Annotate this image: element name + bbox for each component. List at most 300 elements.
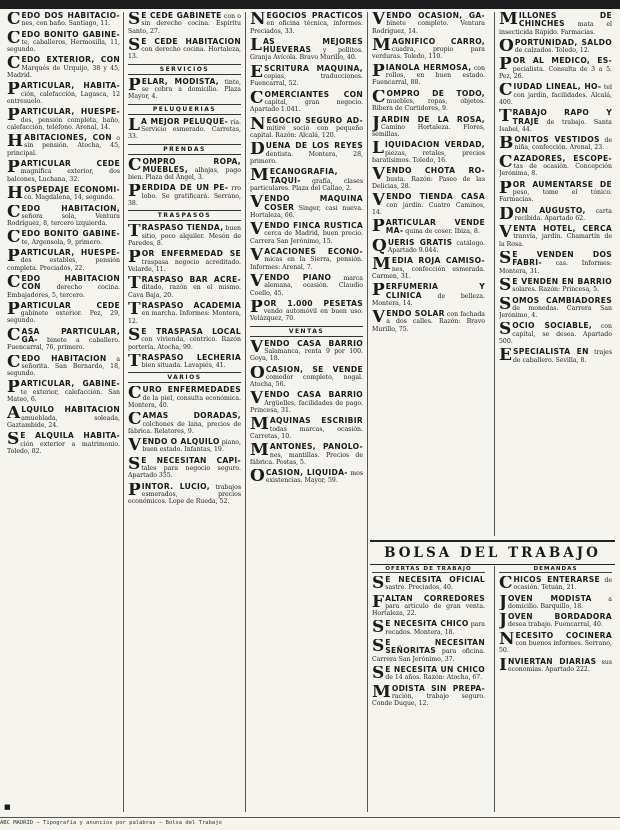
drop-cap: P [7, 108, 20, 126]
ad-lead: ILLONES DE CHINCHES [518, 12, 612, 29]
ad-text: con fachada a dos calles. Razón: Bravo Murillo, 75. [372, 311, 485, 333]
ad-text: des, pensión completa, baño, calefacción, teléfono. Arenal, 14. [7, 116, 120, 131]
ad-text: micas en la Sierra, pensión. Informes: Arenal, 7. [250, 256, 363, 271]
ad-text: cas. Informes: Montera, 31. [499, 260, 612, 275]
classified-ad [372, 219, 485, 236]
ad-text: sastre. Preciados, 40. [385, 584, 453, 592]
ad-lead: ARTICULAR VENDE MA- [385, 219, 485, 236]
drop-cap: S [372, 665, 385, 682]
classified-ad [128, 12, 241, 35]
drop-cap: S [499, 322, 512, 340]
drop-cap: C [499, 576, 513, 592]
drop-cap: N [250, 12, 266, 29]
ad-text: mata el insecticida Rápido. Farmacias. [499, 21, 612, 36]
ad-text: traspasa negocio acreditado. Velarde, 11. [128, 258, 241, 273]
ad-text: para artículo de gran venta. Hortaleza, 22. [372, 602, 485, 618]
classified-ad [7, 56, 120, 79]
classified-ad [128, 184, 241, 207]
drop-cap: C [7, 12, 21, 28]
ad-lead: CASION, LIQUIDA- [265, 469, 348, 478]
classified-ad [372, 666, 485, 682]
ad-text: nes, confección esmerada. Carmen, 31. [372, 265, 485, 280]
classified-ad [250, 274, 363, 297]
classified-ad [499, 12, 612, 36]
ad-text: en marcha. Informes: Montera, 12. [128, 310, 241, 325]
classified-ad [7, 432, 120, 455]
drop-cap: S [499, 296, 512, 314]
ad-lead: IUDAD LINEAL, HO- [513, 83, 602, 92]
drop-cap: S [7, 432, 20, 450]
drop-cap: V [372, 310, 386, 328]
ad-text: trabajos esmerados, precios económicos. Lope de Rueda, 52. [128, 483, 241, 506]
ad-lead: ARTICULAR, GABINE- [20, 380, 120, 389]
column-5 [499, 12, 612, 536]
ad-text: capital, gran negocio. Apartado 1.041. [250, 98, 363, 114]
drop-cap: M [499, 12, 518, 29]
ad-lead: E NECESITA OFICIAL [385, 576, 485, 584]
classified-ad [372, 90, 485, 113]
ad-lead: OR AL MEDICO, ES- [512, 57, 612, 66]
drop-cap: J [499, 613, 508, 629]
ad-lead: SPECIALISTA EN [512, 348, 589, 357]
drop-cap: P [372, 283, 385, 301]
classified-ad [128, 328, 241, 351]
ad-lead: ANTONES, PAÑOLO- [269, 443, 363, 452]
drop-cap: S [128, 12, 141, 29]
ad-text: tinte, se cobra a domicilio. Plaza Mayor, 4. [128, 78, 241, 101]
classified-ad [499, 251, 612, 275]
column-rule [494, 566, 495, 812]
page-footer: ABC MADRID — Tipografía y anuncios por palabras — Bolsa del Trabajo [0, 817, 620, 830]
drop-cap: S [372, 620, 385, 637]
ad-text: para oficina. Carrera San Jerónimo, 37. [372, 648, 485, 663]
ad-lead: OVEN MODISTA [508, 594, 592, 603]
classified-ad [372, 685, 485, 708]
column-5-bolsa [499, 576, 612, 812]
ad-text: piezas, retales, precios baratísimos. Toledo, 16. [372, 149, 485, 165]
classified-ad [372, 193, 485, 216]
drop-cap: C [372, 89, 386, 107]
ad-text: co. Magdalena, 14, segundo. [24, 194, 115, 202]
classified-ad [499, 207, 612, 223]
drop-cap: P [372, 63, 385, 81]
classified-ad [250, 12, 363, 35]
ad-text: comedor completo, nogal. Atocha, 56. [250, 373, 363, 389]
classified-ad [128, 386, 241, 409]
classified-ad [7, 230, 120, 246]
ad-lead: IANOLA HERMOSA, [385, 63, 472, 72]
ad-lead: OMOS CAMBIADORES [512, 296, 612, 305]
classified-ad [499, 632, 612, 655]
classified-ad [499, 136, 612, 152]
drop-cap: S [499, 277, 512, 294]
ad-text: a señorita. San Bernardo, 18, segundo. [7, 355, 120, 378]
ad-lead: ECANOGRAFIA, TAQUI- [269, 168, 338, 185]
classified-ad [372, 12, 485, 35]
drop-cap: P [128, 77, 141, 95]
ad-lead: PORTUNIDAD, SALDO [514, 38, 612, 47]
ad-text: Singer, casi nueva. Hortaleza, 66. [250, 204, 363, 219]
ad-text: sus economías. Apartado 222. [507, 658, 612, 673]
drop-cap: P [499, 57, 512, 75]
drop-cap: N [250, 116, 266, 134]
ad-lead: ENDO FINCA RUSTICA [264, 222, 363, 231]
classified-ad [372, 38, 485, 61]
ad-text: con jardín. Cuatro Caminos, 14. [372, 201, 485, 216]
drop-cap: C [7, 230, 21, 247]
ad-lead: EDO HABITACION CON [21, 274, 120, 292]
classified-ad [372, 257, 485, 280]
ad-lead: EDO BONITO GABINE- [21, 230, 120, 239]
drop-cap: C [7, 204, 21, 222]
ad-lead: E NECESITA UN CHICO [385, 665, 485, 674]
ad-lead: ENDO CASA BARRIO [264, 391, 363, 400]
drop-cap: C [7, 274, 21, 292]
classified-ad [499, 278, 612, 294]
ad-lead: ON AUGUSTO, [514, 206, 586, 215]
ad-text: de niña, confección. Arenal, 23. [514, 137, 612, 152]
drop-cap: V [250, 391, 264, 409]
classified-ad [250, 443, 363, 466]
ad-lead: EDO HABITACION, [21, 204, 120, 213]
classified-ad [128, 250, 241, 273]
ad-lead: UERIS GRATIS [387, 238, 453, 247]
ad-lead: RABAJO RAPO Y TRAJE [512, 109, 612, 126]
ad-lead: OMPRO ROPA, MUEBLES, [142, 157, 241, 174]
ad-text: carta recibida. Apartado 62. [514, 207, 612, 222]
ad-text: binete completo. Ventura Rodríguez, 14. [372, 20, 485, 35]
ad-lead: E TRASPASA LOCAL [141, 327, 241, 336]
ad-text: de belleza. Montera, 14. [372, 292, 485, 307]
ad-text: en oficina técnica, informes. Preciados, 33. [250, 20, 363, 35]
ad-text: mitiré socio con pequeño capital. Razón: Alcalá, 120. [250, 124, 363, 140]
ad-text: ción, calefacción, Lagasca, 12 entresuelo. [7, 90, 120, 105]
page-mark: ■ [4, 803, 11, 811]
ad-lead: ENDO CHOTA RO- [386, 167, 485, 176]
drop-cap: P [7, 301, 20, 319]
demandas-subheader: DEMANDAS [499, 566, 612, 573]
classified-ad [128, 276, 241, 299]
ad-lead: OMERCIANTES CON [264, 90, 363, 99]
classified-ad [7, 406, 120, 429]
ad-lead: EDO HABITACION [21, 354, 107, 363]
ad-lead: E NECESITAN SEÑORITAS [385, 639, 485, 656]
ad-lead: ENDO O ALQUILO [142, 438, 220, 447]
ad-text: Argüelles, facilidades de pago. Princesa, 31. [250, 399, 363, 415]
ad-text: pecialista. Consulta de 3 a 5. Pez, 26. [499, 65, 612, 81]
ad-lead: AMAS DORADAS, [142, 412, 241, 421]
classified-ad [250, 469, 363, 485]
drop-cap: M [250, 417, 269, 435]
ad-lead: ABITACIONES, CON [24, 134, 112, 143]
ad-lead: RASPASO ACADEMIA [141, 302, 241, 311]
drop-cap: V [128, 438, 142, 454]
ad-lead: SCRITURA MAQUINA, [263, 64, 363, 73]
classified-ad [499, 297, 612, 320]
classified-ad [128, 412, 241, 435]
classified-ad [499, 155, 612, 178]
ad-text: bien situada. Lavapiés, 41. [141, 362, 226, 370]
classified-ad [250, 142, 363, 165]
classified-ad [7, 249, 120, 272]
drop-cap: C [128, 157, 142, 175]
ad-lead: HICOS ENTERARSE [513, 576, 600, 584]
ad-text: vendo automóvil en buen uso. Velázquez, 70. [250, 308, 363, 323]
ad-text: o sin pensión. Atocha, 45, principal. [7, 135, 120, 157]
drop-cap: I [499, 657, 507, 674]
ad-text: ción exterior a matrimonio. Toledo, 82. [7, 440, 120, 455]
classified-ad [7, 355, 120, 378]
ad-lead: E CEDE HABITACION [141, 37, 241, 46]
drop-cap: T [128, 353, 141, 370]
ad-lead: EGOCIO SEGURO AD- [266, 116, 363, 125]
ad-text: colchones de lana, precios de fábrica. Relatores, 9. [128, 420, 241, 435]
classified-ad [128, 457, 241, 480]
ad-text: ría. Servicio esmerado. Carretas, 33. [128, 118, 241, 141]
ad-lead: E VENDEN EN BARRIO [512, 277, 612, 286]
ad-lead: OVEN BORDADORA [508, 613, 612, 622]
drop-cap: C [7, 354, 21, 372]
section-heading: PELUQUERIAS [128, 104, 241, 115]
ad-lead: UEÑA DE LOS REYES [265, 142, 363, 151]
ad-text: de monedas. Carrera San Jerónimo, 4. [499, 304, 612, 320]
classified-ad [250, 366, 363, 389]
drop-cap: S [372, 639, 385, 657]
ad-lead: EDO DOS HABITACIO- [21, 12, 120, 20]
section-heading: PRENDAS [128, 144, 241, 155]
column-4 [372, 12, 485, 536]
ad-lead: INTOR. LUCIO, [141, 482, 210, 491]
ad-text: rro lobo. Se gratificará. Serrano, 38. [128, 185, 241, 208]
column-rule [494, 12, 495, 536]
ad-text: de 14 años. Razón: Atocha, 67. [385, 674, 483, 682]
classified-ad [128, 224, 241, 247]
ad-lead: ENDO MAQUINA COSER [264, 195, 363, 212]
ad-text: para recados. Montera, 18. [385, 621, 485, 636]
ad-lead: ODISTA SIN PREPA- [391, 684, 485, 693]
ad-lead: ENDO SOLAR [386, 310, 445, 319]
ad-text: cuadra, propio para verduras. Toledo, 110. [372, 46, 485, 61]
drop-cap: V [250, 339, 264, 357]
ad-text: dentista. Montera, 28, primero. [250, 150, 363, 166]
drop-cap: H [7, 185, 24, 202]
drop-cap: O [499, 38, 514, 55]
classified-ad [128, 438, 241, 454]
ad-text: buen sitio, poco alquiler. Mesón de Paredes, 8. [128, 225, 241, 247]
classified-ad [499, 658, 612, 674]
classified-ad [250, 117, 363, 140]
ad-text: con capital, se desea. Apartado 500. [499, 323, 612, 345]
ad-lead: AGNIFICO CARRO, [391, 37, 485, 46]
section-heading: TRASPASOS [128, 210, 241, 221]
ad-lead: ARTICULAR CEDE [20, 301, 120, 310]
drop-cap: L [250, 37, 262, 55]
ad-lead: CASION, SE VENDE [265, 365, 363, 374]
ad-text: con buenos informes. Serrano, 50. [499, 640, 612, 655]
ad-text: de trabajo. Santa Isabel, 44. [499, 118, 612, 133]
drop-cap: P [372, 219, 385, 236]
drop-cap: Q [372, 238, 387, 255]
classified-ad [499, 39, 612, 55]
classified-ad [128, 302, 241, 325]
drop-cap: V [372, 167, 386, 185]
drop-cap: C [7, 56, 21, 74]
ad-lead: NVIERTAN DIARIAS [507, 657, 597, 666]
ad-lead: LQUILO HABITACION [21, 406, 120, 415]
ad-text: Camino Hortaleza. Flores, semillas. [372, 123, 485, 139]
ad-text: derecho cocina. Embajadores, 5, tercero. [7, 284, 120, 299]
ad-text: des estables, pensión completa. Preciados, 22. [7, 257, 120, 272]
column-3 [250, 12, 363, 812]
classified-ad [499, 57, 612, 80]
drop-cap: V [499, 225, 513, 243]
ad-lead: EDO EXTERIOR, CON [21, 56, 120, 65]
drop-cap: P [7, 160, 20, 178]
drop-cap: P [250, 299, 263, 317]
classified-ad [250, 340, 363, 363]
classified-ad [372, 239, 485, 255]
classified-ad [7, 380, 120, 403]
ad-lead: EDIA ROJA CAMISO- [391, 257, 485, 266]
ad-lead: AS MEJORES HUEVERAS [262, 37, 363, 55]
ad-text: solares. Razón: Princesa, 5. [512, 286, 600, 294]
drop-cap: C [128, 412, 142, 430]
column-4-bolsa [372, 576, 485, 812]
drop-cap: P [499, 180, 512, 198]
ad-text: de la piel, consulta económica. Montera, 40. [128, 394, 241, 409]
ad-text: magnífica exterior, dos balcones, Luchana, 32. [7, 168, 120, 183]
drop-cap: M [372, 684, 391, 702]
ad-text: tel con jardín, facilidades. Alcalá, 400. [499, 84, 612, 106]
top-bar [0, 0, 620, 9]
ad-lead: E CEDE GABINETE [141, 12, 222, 20]
classified-ad [7, 205, 120, 228]
ad-lead: A MEJOR PELUQUE- [140, 117, 229, 126]
drop-cap: V [250, 222, 264, 240]
drop-cap: P [7, 82, 20, 100]
drop-cap: E [499, 348, 512, 364]
classified-ad [372, 64, 485, 87]
drop-cap: E [250, 64, 263, 82]
drop-cap: M [250, 168, 269, 186]
drop-cap: C [499, 83, 513, 101]
ad-lead: ERDIDA DE UN PE- [141, 184, 229, 193]
drop-cap: C [250, 90, 264, 108]
ad-lead: E VENDEN DOS FABRI- [512, 251, 612, 268]
classified-ad [372, 310, 485, 333]
ad-lead: ECESITO COCINERA [515, 631, 612, 640]
classified-ad [372, 283, 485, 307]
ad-lead: ONITOS VESTIDOS [514, 136, 600, 145]
drop-cap: O [250, 469, 265, 485]
classified-ad [250, 91, 363, 114]
drop-cap: S [128, 37, 141, 55]
ad-text: copias, traducciones. Fuencarral, 52. [250, 73, 363, 88]
classified-ad [499, 109, 612, 133]
classified-ad [7, 160, 120, 183]
ad-lead: EDO BONITO GABINE- [21, 30, 120, 39]
column-1 [7, 12, 120, 812]
drop-cap: C [7, 327, 21, 345]
classified-ad [7, 82, 120, 105]
ad-lead: ENDO CASA BARRIO [264, 339, 363, 348]
classified-ad [7, 31, 120, 54]
classified-ad [128, 118, 241, 141]
classified-ad [128, 78, 241, 101]
ad-text: con derecho cocina. Hortaleza, 13. [128, 46, 241, 61]
ad-text: con vivienda, céntrico. Razón portería. Atocha, 99. [128, 336, 241, 351]
classified-ad [250, 168, 363, 192]
classified-ad [250, 417, 363, 440]
ad-text: busta. Razón: Paseo de las Delicias, 28. [372, 175, 485, 190]
drop-cap: P [7, 380, 20, 398]
drop-cap: T [128, 224, 141, 242]
drop-cap: L [372, 141, 384, 159]
ad-text: cerca de Madrid, buen precio. Carrera San Jerónimo, 15. [250, 230, 363, 245]
ad-lead: ENDO TIENDA CASA [386, 193, 485, 202]
ad-lead: ARTICULAR, HUESPE- [20, 108, 120, 117]
section-heading: VARIOS [128, 372, 241, 383]
ad-lead: EGOCIOS PRACTICOS [266, 12, 363, 20]
drop-cap: S [372, 576, 385, 592]
drop-cap: O [250, 365, 265, 383]
drop-cap: A [7, 406, 21, 424]
drop-cap: N [499, 631, 515, 649]
ad-lead: OSPEDAJE ECONOMI- [24, 185, 120, 194]
ad-text: Marqués de Urquijo, 38 y 45, Madrid. [7, 64, 120, 80]
classified-ad [372, 620, 485, 636]
drop-cap: V [372, 193, 386, 211]
ad-lead: OR ENFERMEDAD SE [141, 250, 241, 259]
ad-text: alhajas, pago bien. Plaza del Ángel, 3. [128, 166, 241, 182]
classified-ad [372, 639, 485, 663]
ad-text: amueblada, soleada, Gaztambide, 24. [7, 414, 120, 429]
ad-text: ración, trabajo seguro. Conde Duque, 12. [372, 692, 485, 708]
ad-text: catálogo. Apartado 9.044. [387, 239, 485, 255]
drop-cap: C [7, 30, 21, 48]
drop-cap: M [250, 443, 269, 461]
ad-text: binete a caballero. Fuencarral, 76, primero. [7, 336, 120, 352]
classified-ad [499, 348, 612, 364]
classified-ad [7, 12, 120, 28]
ad-text: piano, buen estado. Infantas, 19. [142, 439, 241, 454]
drop-cap: P [128, 250, 141, 268]
classified-ad [372, 576, 485, 592]
ad-lead: RASPASO TIENDA, [141, 224, 224, 233]
drop-cap: V [250, 195, 264, 213]
classified-ad [499, 595, 612, 611]
classified-ad [7, 302, 120, 325]
ad-text: y pollitos. Granja Avícola. Bravo Murillo, 40. [250, 47, 363, 62]
classified-ad [128, 158, 241, 182]
ad-lead: URO ENFERMEDADES [142, 386, 241, 395]
classified-ad [499, 181, 612, 204]
classified-ad [128, 354, 241, 370]
classified-ad [7, 186, 120, 202]
ad-lead: OR AUMENTARSE DE [512, 180, 612, 189]
classified-ad [250, 222, 363, 245]
classified-ad [372, 116, 485, 139]
ad-text: tranvía, jardín. Chamartín de la Rosa. [499, 233, 612, 248]
ad-text: te exterior, calefacción. San Mateo, 6. [7, 388, 120, 404]
ad-text: ditado, razón en el mismo. Cava Baja, 20. [128, 284, 241, 299]
classified-ad [499, 225, 612, 248]
classified-ad [372, 141, 485, 164]
ad-lead: ALTAN CORREDORES [385, 594, 485, 603]
ad-lead: ASA PARTICULAR, GA- [21, 327, 120, 344]
ad-lead: RASPASO BAR ACRE- [141, 276, 241, 285]
drop-cap: D [499, 206, 514, 223]
